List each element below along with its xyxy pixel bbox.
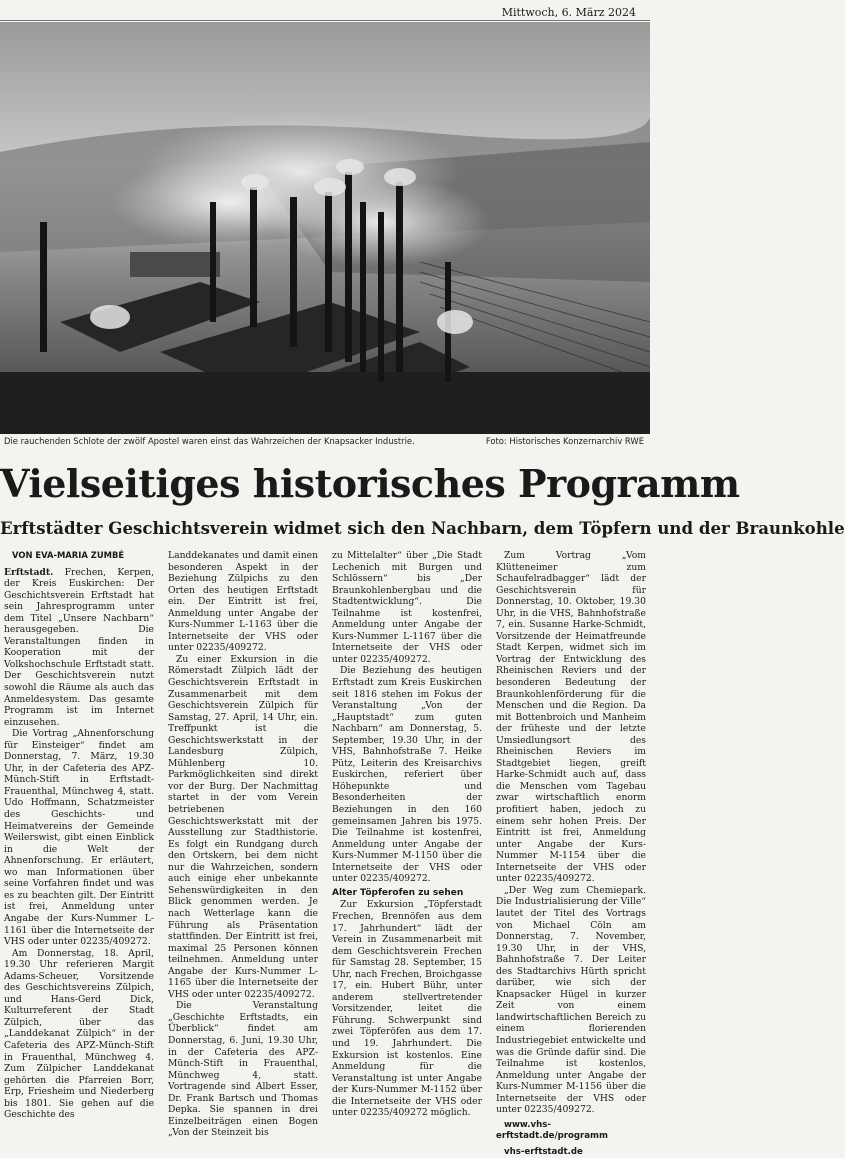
paragraph: Zum Vortrag „Vom Klütteneimer zum Schaufelradbagger“ lädt der Geschichtsverein für Donnerstag, 10. Oktober, 19.30 Uhr, in die VHS, Bahnhofstraße 7, ein. Susanne Harke-Schmidt, Vorsitzende der Heimatfreunde Stadt Kerpen, widmet sich im Vortrag der Entwicklung des Rheinischen Reviers und der besonderen Bedeutung der Braunkohlenförderung für die Menschen und die Region. Da mit Bottenbroich und Manheim der früheste und der letzte Umsiedlungsort des Rheinischen Reviers im Stadtgebiet liegen, greift Harke-Schmidt auch auf, dass die Menschen vom Tagebau zwar wirtschaftlich enorm profitiert haben, jedoch zu einem sehr hohen Preis. Der Eintritt ist frei, Anmeldung unter Angabe der Kurs-Nummer M-1154 über die Internetseite der VHS oder unter 02235/409272. xyxy=(496,550,646,885)
column-2 xyxy=(168,550,318,1139)
byline: VON EVA-MARIA ZUMBÉ xyxy=(12,550,125,560)
paragraph: Zu einer Exkursion in die Römerstadt Zülpich lädt der Geschichtsverein Erftstadt in Zusammenarbeit mit dem Geschichtsverein Zülpich für Samstag, 27. April, 14 Uhr, ein. Treffpunkt ist die Geschichtswerkstatt in der Landesburg Zülpich, Mühlenberg 10. Parkmöglichkeiten sind direkt vor der Burg. Der Nachmittag startet in der vom Verein betriebenen Geschichtswerkstatt mit der Ausstellung zur Stadthistorie. Es folgt ein Rundgang durch den Ortskern, bei dem nicht nur die Wahrzeichen, sondern auch einige eher unbekannte Sehenswürdigkeiten in den Blick genommen werden. Je nach Wetterlage kann die Führung als Präsentation stattfinden. Der Eintritt ist frei, maximal 25 Personen können teilnehmen. Anmeldung unter Angabe der Kurs-Nummer L-1165 über die Internetseite der VHS oder unter 02235/409272. xyxy=(168,653,318,1000)
photo-credit: Foto: Historisches Konzernarchiv RWE xyxy=(485,436,644,446)
dateline: Erftstadt. xyxy=(4,566,54,578)
column-1 xyxy=(4,550,154,1121)
paragraph: Landdekanates und damit einen besonderen Aspekt in der Beziehung Zülpichs zu den Orten des heutigen Erftstadt ein. Der Eintritt ist frei, Anmeldung unter Angabe der Kurs-Nummer L-1163 über die Internetseite der VHS oder unter 02235/409272. xyxy=(168,550,318,654)
article-body xyxy=(4,550,646,1157)
column-4 xyxy=(496,550,646,1157)
paragraph: Am Donnerstag, 18. April, 19.30 Uhr referieren Margit Adams-Scheuer, Vorsitzende des Geschichtsvereins Zülpich, und Hans-Gerd Dick, Kulturreferent der Stadt Zülpich, über das „Landdekanat Zülpich“ in der Cafeteria des APZ-Münch-Stift in Frauenthal, Münchweg 4. Zum Zülpicher Landdekanat gehörten die Pfarreien Borr, Erp, Friesheim und Niederberg bis 1801. Sie gehen auf die Geschichte des xyxy=(4,947,154,1121)
paragraph: Die Veranstaltung „Geschichte Erftstadts, ein Überblick“ findet am Donnerstag, 6. Juni, 19.30 Uhr, in der Cafeteria des APZ-Münch-Stift in Frauenthal, Münchweg 4, statt. Vortragende sind Albert Esser, Dr. Frank Bartsch und Thomas Depka. Sie spannen in drei Einzelbeiträgen einen Bogen „Von der Steinzeit bis xyxy=(168,1000,318,1139)
article-subheadline: Erftstädter Geschichtsverein widmet sich den Nachbarn, dem Töpfern und der Braunkohle xyxy=(0,518,845,538)
paragraph: Erftstadt. Frechen, Kerpen, der Kreis Euskirchen: Der Geschichtsverein Erftstadt hat sein Jahresprogramm unter dem Titel „Unsere Nachbarn“ herausgegeben. Die Veranstaltungen finden in Kooperation mit der Volkshochschule Erftstadt statt. Der Geschichtsverein nutzt sowohl die Räume als auch das Anmeldesystem. Das gesamte Programm ist im Internet einzusehen. xyxy=(4,566,154,728)
section-subhead: Alter Töpferofen zu sehen xyxy=(332,887,464,898)
paragraph: Die Beziehung des heutigen Erftstadt zum Kreis Euskirchen seit 1816 stehen im Fokus der Veranstaltung „Von der „Hauptstadt“ zum guten Nachbarn“ am Donnerstag, 5. September, 19.30 Uhr, in der VHS, Bahnhofstraße 7. Heike Pütz, Leiterin des Kreisarchivs Euskirchen, referiert über Höhepunkte und Besonderheiten der Beziehungen in den 160 gemeinsamen Jahren bis 1975. Die Teilnahme ist kostenfrei, Anmeldung unter Angabe der Kurs-Nummer M-1150 über die Internetseite der VHS oder unter 02235/409272. xyxy=(332,665,482,885)
paragraph: zu Mittelalter“ über „Die Stadt Lechenich mit Burgen und Schlössern“ bis „Der Braunkohlenbergbau und die Stadtentwicklung“. Die Teilnahme ist kostenfrei, Anmeldung unter Angabe der Kurs-Nummer L-1167 über die Internetseite der VHS oder unter 02235/409272. xyxy=(332,550,482,665)
web-link[interactable]: vhs-erftstadt.de xyxy=(504,1146,583,1157)
header-rule xyxy=(0,20,650,21)
article-headline: Vielseitiges historisches Programm xyxy=(0,461,740,506)
photo-caption: Die rauchenden Schlote der zwölf Apostel waren einst das Wahrzeichen der Knapsacker Industrie. xyxy=(4,436,415,446)
issue-date: Mittwoch, 6. März 2024 xyxy=(501,6,636,19)
paragraph: Zur Exkursion „Töpferstadt Frechen, Brennöfen aus dem 17. Jahrhundert“ lädt der Verein in Zusammenarbeit mit dem Geschichtsverein Frechen für Samstag 28. September, 15 Uhr, nach Frechen, Broichgasse 17, ein. Hubert Bühr, unter anderem stellvertretender Vorsitzender, leitet die Führung. Schwerpunkt sind zwei Töpferöfen aus dem 17. und 19. Jahrhundert. Die Exkursion ist kostenlos. Eine Anmeldung für die Veranstaltung ist unter Angabe der Kurs-Nummer M-1152 über die Internetseite der VHS oder unter 02235/409272 möglich. xyxy=(332,899,482,1119)
column-3 xyxy=(332,550,482,1119)
industrial-photo xyxy=(0,22,650,434)
paragraph: „Der Weg zum Chemiepark. Die Industrialisierung der Ville“ lautet der Titel des Vortrags von Michael Cöln am Donnerstag, 7. November, 19.30 Uhr, in der VHS, Bahnhofstraße 7. Der Leiter des Stadtarchivs Hürth spricht darüber, wie sich der Knapsacker Hügel in kurzer Zeit von einem landwirtschaftlichen Bereich zu einem florierenden Industriegebiet entwickelte und was die Gründe dafür sind. Die Teilnahme ist kostenlos, Anmeldung unter Angabe der Kurs-Nummer M-1156 über die Internetseite der VHS oder unter 02235/409272. xyxy=(496,884,646,1116)
web-link[interactable]: www.vhs-erftstadt.de/programm xyxy=(496,1119,608,1142)
paragraph: Die Vortrag „Ahnenforschung für Einsteiger“ findet am Donnerstag, 7. März, 19.30 Uhr, in der Cafeteria des APZ-Münch-Stift in Erftstadt-Frauenthal, Münchweg 4, statt. Udo Hoffmann, Schatzmeister des Geschichts- und Heimatvereins der Gemeinde Weilerswist, gibt einen Einblick in die Welt der Ahnenforschung. Er erläutert, wo man Informationen über seine Vorfahren findet und was es zu beachten gilt. Der Eintritt ist frei, Anmeldung unter Angabe der Kurs-Nummer L-1161 über die Internetseite der VHS oder unter 02235/409272. xyxy=(4,728,154,948)
